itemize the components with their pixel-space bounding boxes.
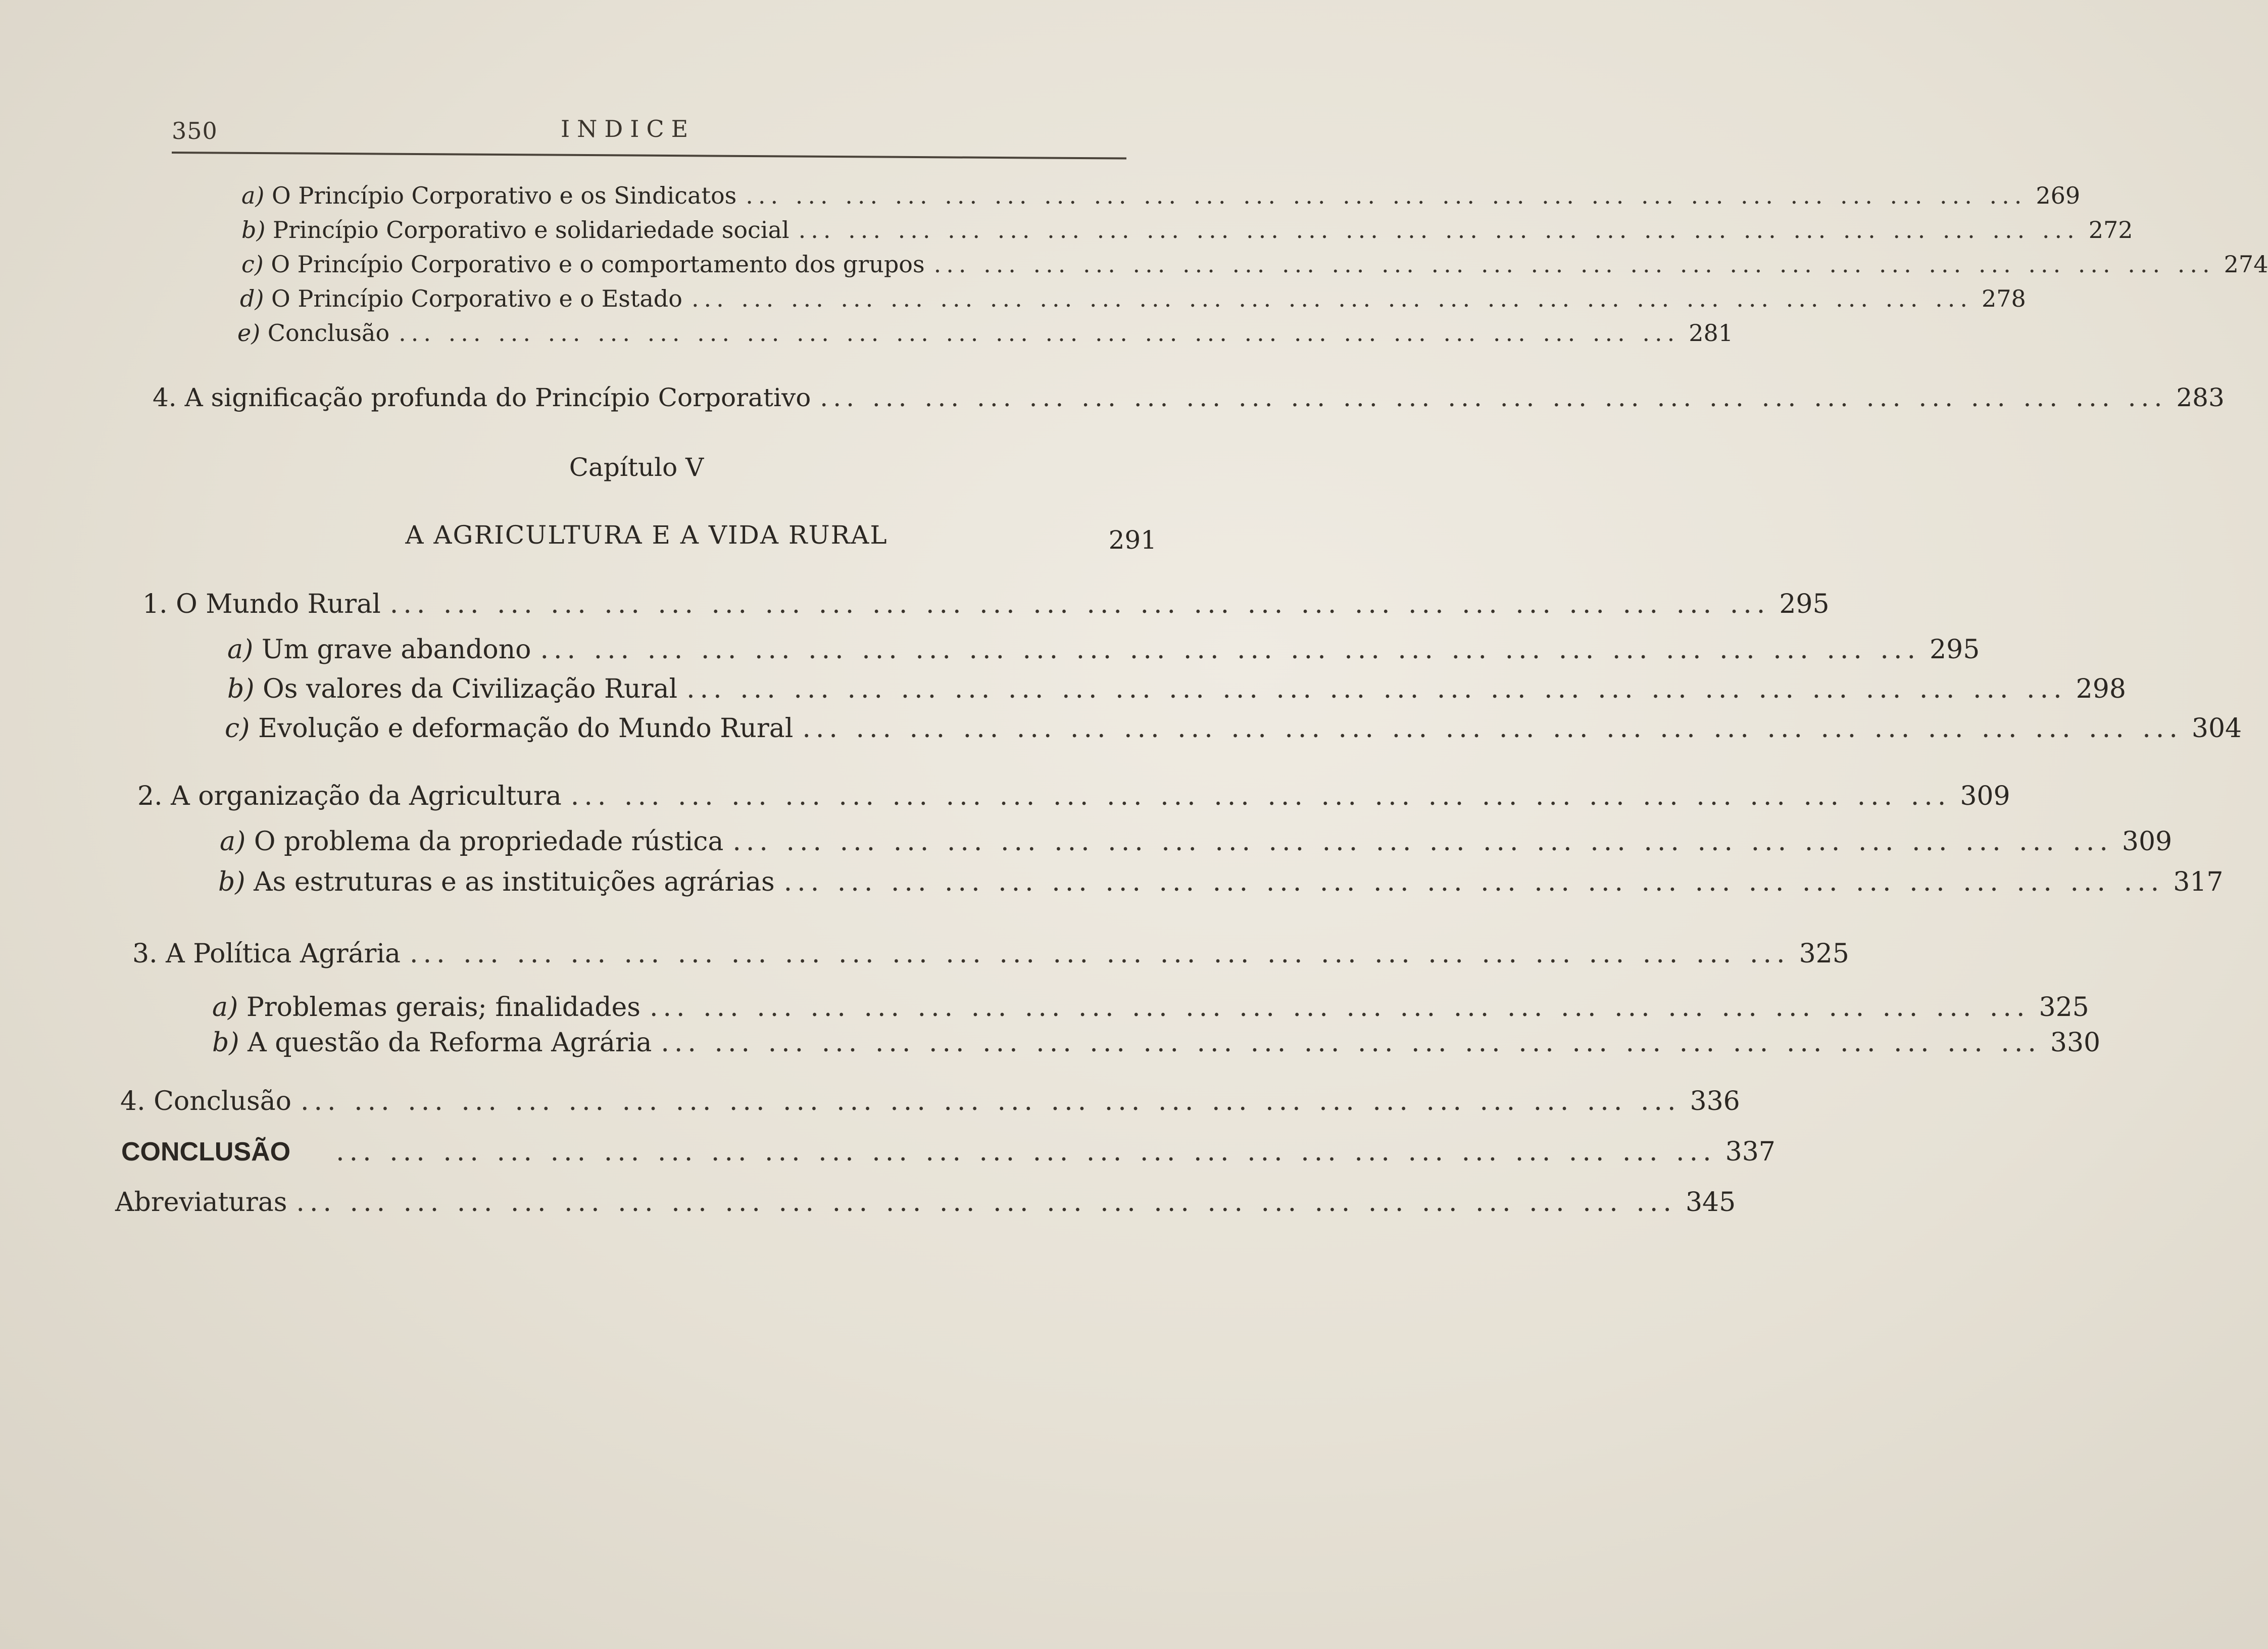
entry-page: 337 [1725, 1137, 1776, 1167]
leader-dots: ... ... ... ... ... ... ... ... ... ... ... ... ... ... ... ... ... ... ... ... ... ... ... ... ... ... [732, 827, 2113, 857]
entry-page: 283 [2176, 383, 2225, 412]
entry-page: 269 [2036, 182, 2081, 209]
entry-page: 330 [2050, 1028, 2101, 1058]
entry-marker: b) [241, 216, 266, 244]
toc-section [153, 383, 2225, 418]
leader-dots: ... ... ... ... ... ... ... ... ... ... ... ... ... ... ... ... ... ... ... ... ... ... ... ... ... ... [933, 251, 2215, 278]
entry-marker: a) [212, 992, 238, 1023]
entry-marker: d) [240, 285, 264, 312]
header-rule [172, 152, 1126, 160]
page-title: INDICE [561, 115, 696, 142]
entry-text: 3. A Política Agrária [132, 939, 401, 969]
entry-marker: a) [220, 827, 246, 857]
entry-page: 309 [2122, 827, 2173, 857]
toc-entry [240, 285, 2026, 320]
leader-dots: ... ... ... ... ... ... ... ... ... ... ... ... ... ... ... ... ... ... ... ... ... ... ... ... ... ... [686, 674, 2067, 704]
page-number: 350 [172, 117, 218, 144]
entry-page: 309 [1960, 781, 2010, 811]
toc-entry [225, 713, 2242, 749]
toc-entry [237, 319, 1734, 355]
leader-dots: ... ... ... ... ... ... ... ... ... ... ... ... ... ... ... ... ... ... ... ... ... ... ... ... ... ... [300, 1086, 1681, 1117]
entry-text: O Princípio Corporativo e o comportamento dos grupos [271, 251, 925, 278]
entry-page: 298 [2076, 674, 2126, 704]
leader-dots: ... ... ... ... ... ... ... ... ... ... ... ... ... ... ... ... ... ... ... ... ... ... ... ... ... ... [820, 383, 2167, 412]
entry-text: Princípio Corporativo e solidariedade social [273, 216, 790, 244]
toc-entry [241, 216, 2133, 252]
leader-dots: ... ... ... ... ... ... ... ... ... ... ... ... ... ... ... ... ... ... ... ... ... ... ... ... ... ... [399, 319, 1680, 347]
entry-page: 336 [1690, 1086, 1740, 1117]
chapter-page: 291 [1108, 525, 1157, 555]
entry-text: Evolução e deformação do Mundo Rural [258, 713, 794, 744]
entry-text: O Princípio Corporativo e o Estado [271, 285, 682, 312]
leader-dots: ... ... ... ... ... ... ... ... ... ... ... ... ... ... ... ... ... ... ... ... ... ... ... ... ... ... [336, 1137, 1716, 1167]
entry-marker: a) [227, 635, 254, 665]
entry-page: 272 [2088, 216, 2133, 244]
toc-section [120, 1086, 1740, 1122]
entry-text: 2. A organização da Agricultura [137, 781, 562, 811]
leader-dots: ... ... ... ... ... ... ... ... ... ... ... ... ... ... ... ... ... ... ... ... ... ... ... ... ... ... [410, 939, 1790, 969]
toc-section [142, 589, 1830, 624]
entry-marker: b) [218, 867, 245, 897]
toc-section [137, 781, 2010, 816]
toc-section [115, 1187, 1736, 1223]
toc-entry [241, 251, 2268, 286]
entry-text: O problema da propriedade rústica [254, 827, 724, 857]
leader-dots: ... ... ... ... ... ... ... ... ... ... ... ... ... ... ... ... ... ... ... ... ... ... ... ... ... ... [540, 635, 1921, 665]
leader-dots: ... ... ... ... ... ... ... ... ... ... ... ... ... ... ... ... ... ... ... ... ... ... ... ... ... ... [570, 781, 1951, 811]
leader-dots: ... ... ... ... ... ... ... ... ... ... ... ... ... ... ... ... ... ... ... ... ... ... ... ... ... ... [802, 713, 2183, 744]
entry-marker: b) [212, 1028, 239, 1058]
chapter-title: A AGRICULTURA E A VIDA RURAL [405, 520, 888, 550]
entry-text: CONCLUSÃO [121, 1137, 291, 1167]
entry-text: As estruturas e as instituições agrárias [254, 867, 775, 897]
leader-dots: ... ... ... ... ... ... ... ... ... ... ... ... ... ... ... ... ... ... ... ... ... ... ... ... ... ... [389, 589, 1770, 619]
toc-entry [227, 635, 1980, 670]
entry-text: 4. Conclusão [120, 1086, 291, 1117]
leader-dots: ... ... ... ... ... ... ... ... ... ... ... ... ... ... ... ... ... ... ... ... ... ... ... ... ... ... [296, 1187, 1677, 1218]
entry-page: 317 [2173, 867, 2224, 897]
entry-page: 304 [2191, 713, 2242, 744]
toc-section [132, 939, 1849, 974]
entry-marker: e) [237, 319, 261, 347]
toc-entry [212, 992, 2089, 1028]
entry-page: 278 [1982, 285, 2026, 312]
entry-text: Um grave abandono [261, 635, 531, 665]
entry-page: 295 [1930, 635, 1980, 665]
entry-page: 274 [2224, 251, 2268, 278]
entry-text: A questão da Reforma Agrária [248, 1028, 652, 1058]
leader-dots: ... ... ... ... ... ... ... ... ... ... ... ... ... ... ... ... ... ... ... ... ... ... ... ... ... ... [798, 216, 2080, 244]
entry-page: 325 [1799, 939, 1849, 969]
toc-entry [218, 867, 2224, 902]
leader-dots: ... ... ... ... ... ... ... ... ... ... ... ... ... ... ... ... ... ... ... ... ... ... ... ... ... ... [649, 992, 2030, 1023]
leader-dots: ... ... ... ... ... ... ... ... ... ... ... ... ... ... ... ... ... ... ... ... ... ... ... ... ... ... [661, 1028, 2041, 1058]
chapter-label: Capítulo V [569, 453, 704, 482]
toc-entry [212, 1028, 2101, 1063]
entry-page: 345 [1685, 1187, 1736, 1218]
entry-text: Os valores da Civilização Rural [263, 674, 678, 704]
entry-page: 295 [1779, 589, 1830, 619]
leader-dots: ... ... ... ... ... ... ... ... ... ... ... ... ... ... ... ... ... ... ... ... ... ... ... ... ... ... [691, 285, 1973, 312]
entry-text: Conclusão [267, 319, 390, 347]
entry-text: O Princípio Corporativo e os Sindicatos [272, 182, 737, 209]
toc-entry [241, 182, 2081, 217]
entry-page: 325 [2039, 992, 2089, 1023]
entry-marker: c) [225, 713, 250, 744]
entry-text: 1. O Mundo Rural [142, 589, 381, 619]
leader-dots: ... ... ... ... ... ... ... ... ... ... ... ... ... ... ... ... ... ... ... ... ... ... ... ... ... ... [783, 867, 2164, 897]
toc-entry [220, 827, 2173, 862]
leader-dots: ... ... ... ... ... ... ... ... ... ... ... ... ... ... ... ... ... ... ... ... ... ... ... ... ... ... [746, 182, 2027, 209]
toc-entry [227, 674, 2126, 709]
entry-page: 281 [1689, 319, 1734, 347]
entry-text: Problemas gerais; finalidades [246, 992, 640, 1023]
entry-marker: a) [241, 182, 265, 209]
entry-text: Abreviaturas [115, 1187, 287, 1218]
toc-section [121, 1137, 1776, 1172]
entry-marker: c) [241, 251, 264, 278]
entry-text: 4. A significação profunda do Princípio Corporativo [153, 383, 811, 412]
entry-marker: b) [227, 674, 255, 704]
